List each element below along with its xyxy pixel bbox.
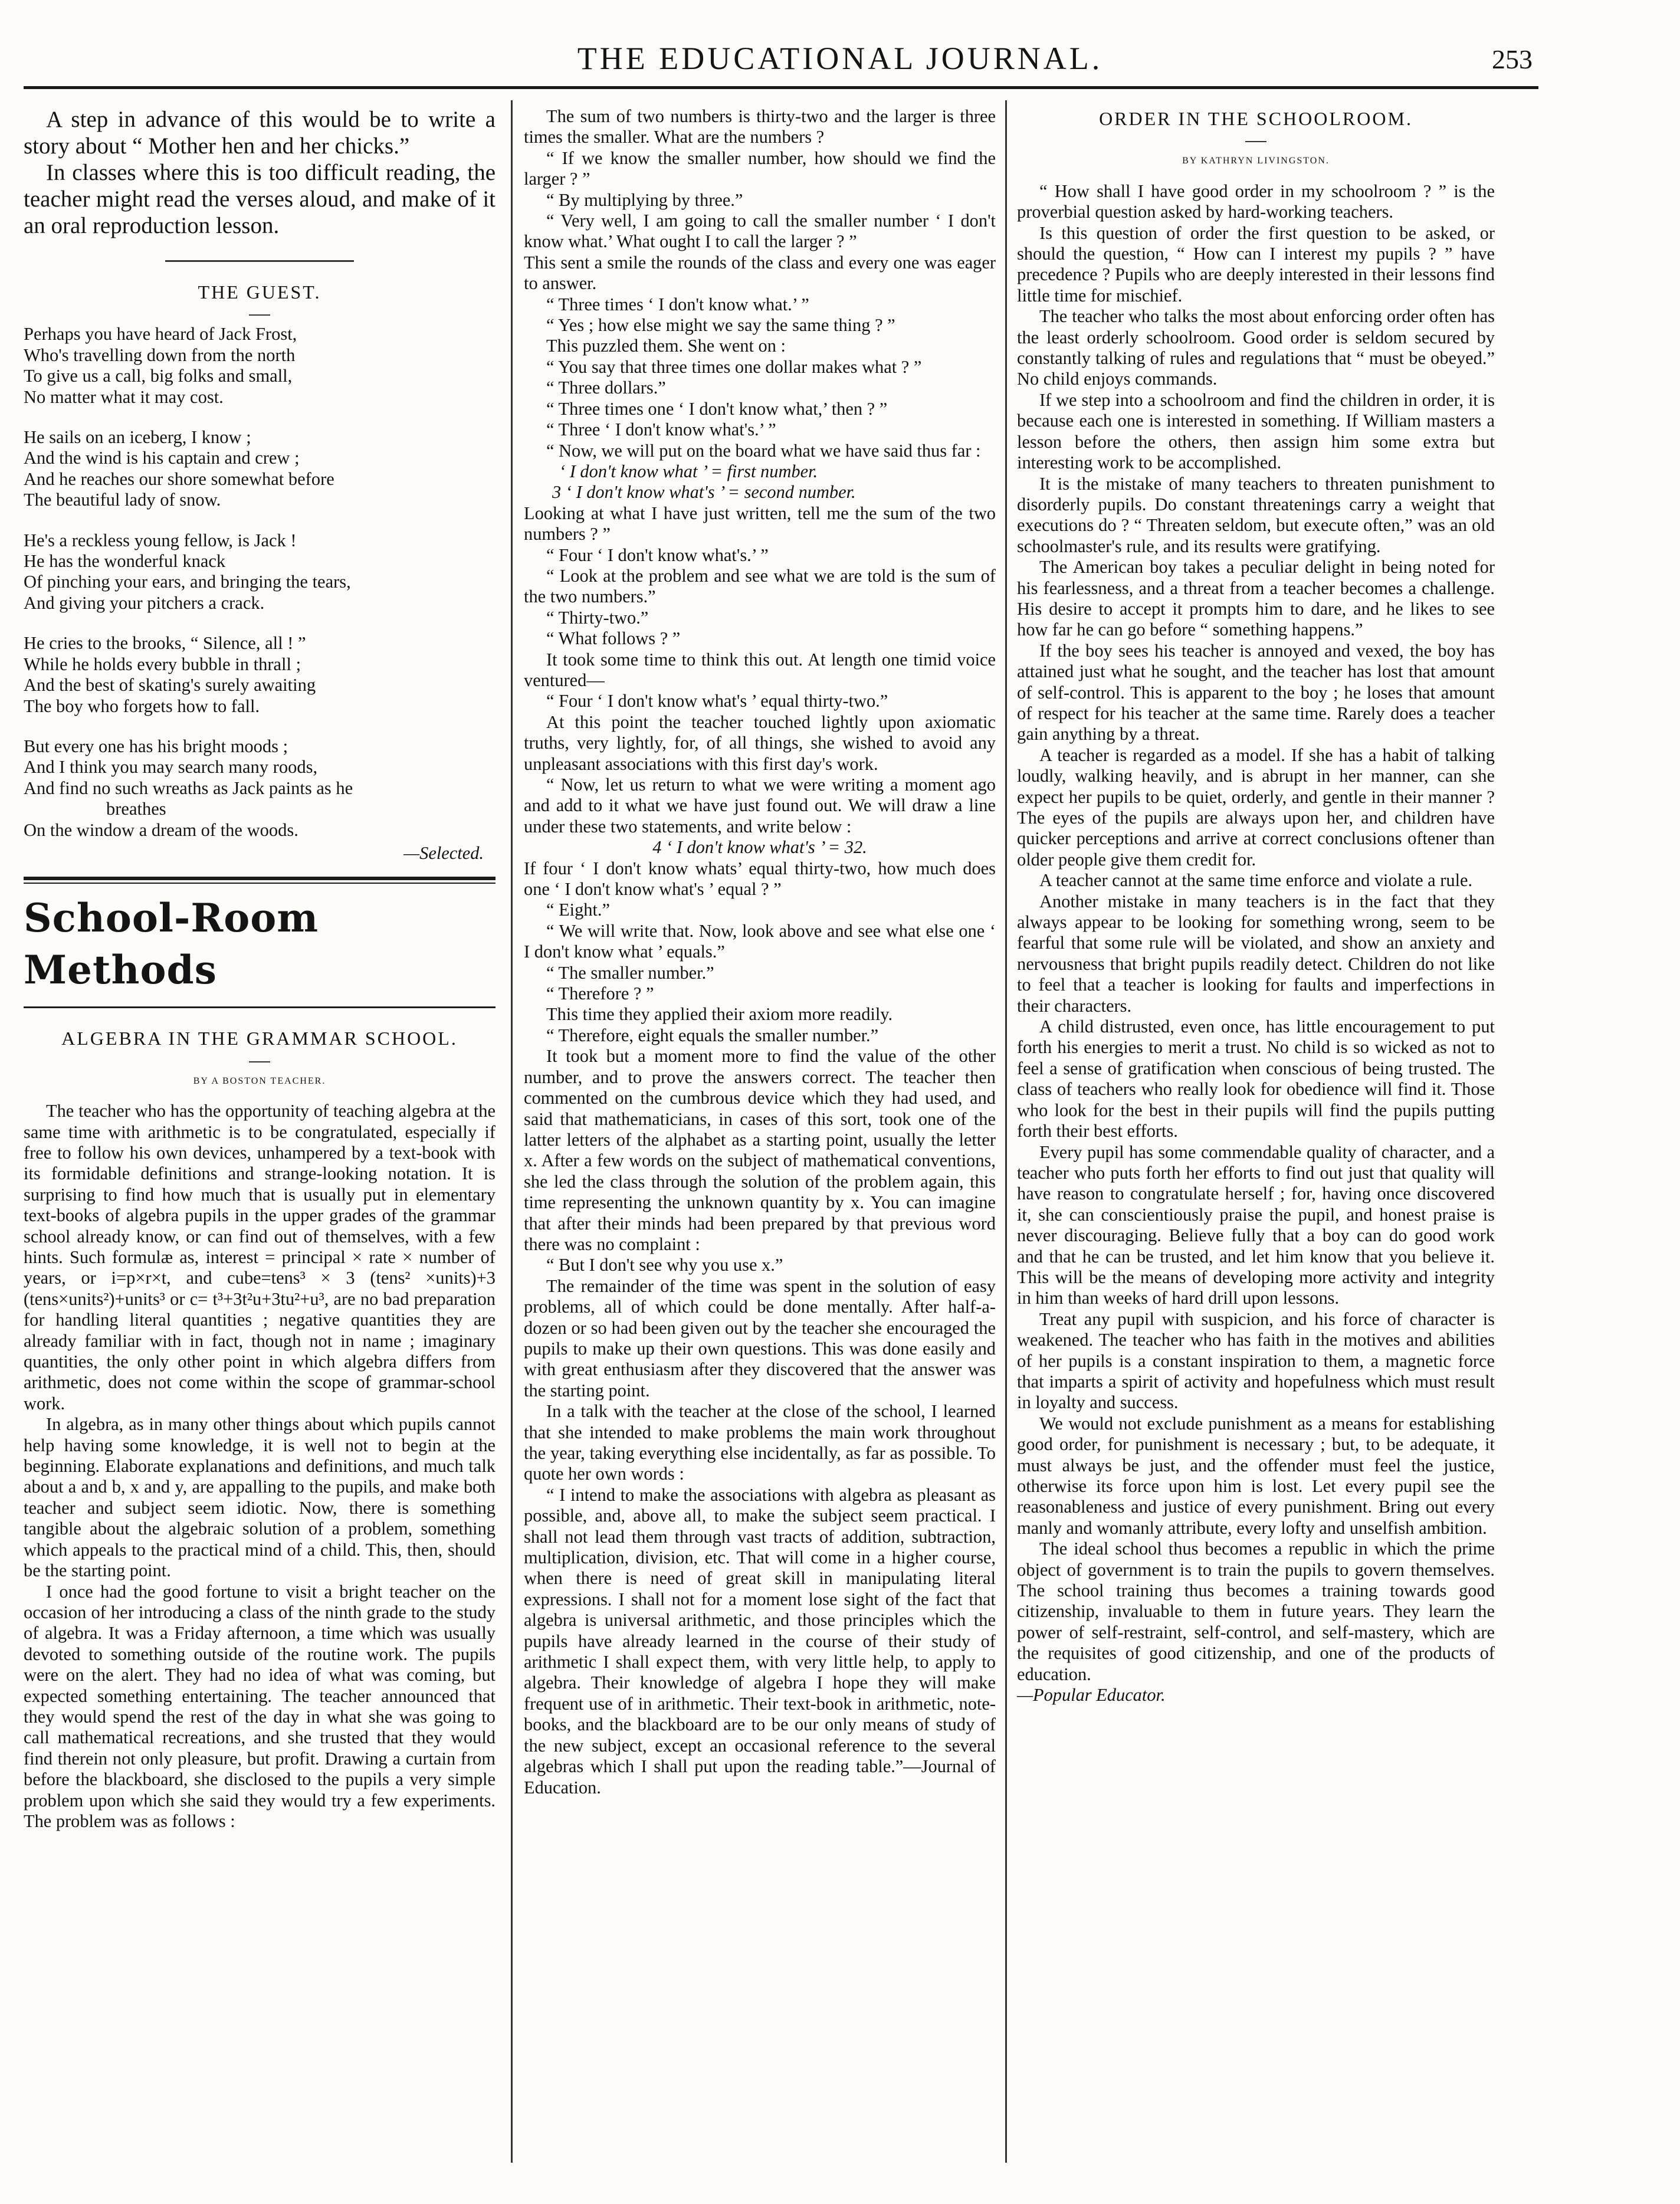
column-divider <box>1005 100 1007 2163</box>
article-paragraph: “ Now, let us return to what we were writing a moment ago and add to it what we have just found out. We will draw a line under these two statements, and write below : <box>524 775 996 837</box>
article-paragraph: This sent a smile the rounds of the class and every one was eager to answer. <box>524 252 996 294</box>
article-paragraph: Treat any pupil with suspicion, and his force of character is weakened. The teacher who has faith in the motives and abilities of her pupils is a constant inspiration to them, a magnetic force that imparts a spirit of activity and hopefulness which must result in loyalty and success. <box>1017 1308 1495 1413</box>
article-paragraph: “ The smaller number.” <box>546 962 714 983</box>
article-attribution: —Popular Educator. <box>1017 1685 1166 1706</box>
poem-stanza <box>24 530 496 614</box>
article-paragraph: “ If we know the smaller number, how should we find the larger ? ” <box>524 147 996 189</box>
poem-line: While he holds every bubble in thrall ; <box>24 654 301 674</box>
journal-title: THE EDUCATIONAL JOURNAL. <box>577 41 1103 76</box>
poem-stanza <box>24 736 496 841</box>
article-paragraph: The remainder of the time was spent in the solution of easy problems, all of which could be done mentally. After half-a-dozen or so had been given out by the teacher she encouraged the pupils to make up their own questions. This was done easily and with great enthusiasm after they discovered that the answer was the starting point. <box>524 1275 996 1401</box>
poem-line: And giving your pitchers a crack. <box>24 592 265 613</box>
heading-rule <box>24 883 496 884</box>
article-paragraph: “ Three ‘ I don't know what's.’ ” <box>546 419 776 440</box>
column-divider <box>511 100 513 2163</box>
poem-line: Perhaps you have heard of Jack Frost, <box>24 324 297 345</box>
article-paragraph: This time they applied their axiom more readily. <box>546 1004 893 1025</box>
poem-line: And the wind is his captain and crew ; <box>24 448 300 468</box>
formula-line: 4 ‘ I don't know what's ’ = 32. <box>652 837 867 858</box>
article-paragraph: In a talk with the teacher at the close of the school, I learned that she intended to make problems the main work throughout the year, taking everything else incidentally, as far as possible. To quote her own words : <box>524 1401 996 1484</box>
poem-line: And I think you may search many roods, <box>24 757 318 778</box>
article-paragraph: “ Therefore ? ” <box>546 983 654 1004</box>
article-paragraph: “ Eight.” <box>546 900 611 920</box>
article-paragraph: It took but a moment more to find the value of the other number, and to prove the answers correct. The teacher then commented on the cumbrous device which they had used, and said that mathematicians, in cases of this sort, took one of the latter letters of the alphabet as a starting point, usually the letter x. After a few words on the subject of mathematical conventions, she led the class through the solution of the problem again, this time representing the unknown quantity by x. You can imagine that after their minds had been prepared by that previous word there was no complaint : <box>524 1046 996 1254</box>
article-paragraph: Another mistake in many teachers is in the fact that they always appear to be looking for something wrong, seem to be fearful that some rule will be violated, and show an anxiety and nervousness that bright pupils readily detect. Children do not like to feel that a teacher is looking for faults and imperfections in their characters. <box>1017 891 1495 1016</box>
title-dash <box>24 304 496 316</box>
article-paragraph: This puzzled them. She went on : <box>546 336 786 356</box>
article-paragraph: A child distrusted, even once, has little encouragement to put forth his energies to merit a trust. No child is so wicked as not to feel a sense of gratification when conscious of being trusted. The class of teachers who really look for obedience will find it. Those who look for the best in their pupils will find the pupils putting forth their best efforts. <box>1017 1016 1495 1142</box>
article-paragraph: “ Very well, I am going to call the smaller number ‘ I don't know what.’ What ought I to call the larger ? ” <box>524 211 996 252</box>
column-2 <box>524 106 996 2192</box>
poem-line: The boy who forgets how to fall. <box>24 696 260 716</box>
poem-line: breathes <box>106 799 166 819</box>
poem-attribution: —Selected. <box>403 842 484 863</box>
poem-line: On the window a dream of the woods. <box>24 819 298 840</box>
article-paragraph: If four ‘ I don't know whats’ equal thirty-two, how much does one ‘ I don't know what's ’ equal ? ” <box>524 858 996 900</box>
formula-line: ‘ I don't know what ’ = first number. <box>559 461 818 481</box>
article-paragraph: The ideal school thus becomes a republic in which the prime object of government is to train the pupils to govern themselves. The school training thus becomes a training towards good citizenship, invaluable to them in future years. They learn the power of self-restraint, self-control, and self-mastery, which are the requisites of good citizenship, and one of the products of education. <box>1017 1539 1495 1684</box>
article-title: ALGEBRA IN THE GRAMMAR SCHOOL. <box>61 1028 458 1049</box>
header-rule <box>24 86 1538 89</box>
page-header <box>0 35 1680 83</box>
article-paragraph: “ You say that three times one dollar makes what ? ” <box>546 356 922 377</box>
article-paragraph: “ I intend to make the associations with algebra as pleasant as possible, and, above all, to make the subject seem practical. I shall not lead them through vast tracts of addition, subtraction, multiplication, division, etc. That will come in a higher course, when there is need of great skill in manipulating literal expressions. I shall not for a moment lose sight of the fact that algebra is universal arithmetic, and those principles which the pupils have already learned in the course of their study of arithmetic I shall expect them, with very little help, to apply to algebra. Their knowledge of algebra I hope they will make frequent use of in arithmetic. Their text-book in arithmetic, note-books, and the blackboard are to be our only means of study of the new subject, except an occasional reference to the several algebras which I shall put upon the reading table.”—Journal of Education. <box>524 1484 996 1798</box>
intro-paragraph: A step in advance of this would be to write a story about “ Mother hen and her chicks.” <box>24 107 496 159</box>
article-paragraph: “ We will write that. Now, look above and see what else one ‘ I don't know what ’ equals.” <box>524 920 996 962</box>
poem-line: Of pinching your ears, and bringing the tears, <box>24 572 351 592</box>
article-paragraph: “ Thirty-two.” <box>546 607 649 628</box>
column-3 <box>1017 106 1495 2192</box>
page-number: 253 <box>1492 44 1533 74</box>
article-paragraph: I once had the good fortune to visit a bright teacher on the occasion of her introducing a class of the ninth grade to the study of algebra. It was a Friday afternoon, a time which was usually devoted to something outside of the routine work. The pupils were on the alert. They had no idea of what was coming, but expected something entertaining. The teacher announced that they would spend the rest of the day in what she was going to call mathematical recreations, and she trusted that they would find therein not only pleasure, but profit. Drawing a curtain from before the blackboard, she disclosed to the pupils a very simple problem upon which she said they would try a few experiments. The problem was as follows : <box>24 1581 496 1831</box>
article-paragraph: The American boy takes a peculiar delight in being noted for his fearlessness, and a threat from a teacher becomes a challenge. His desire to accept it prompts him to dare, and he likes to see how far he can go before “ something happens.” <box>1017 557 1495 640</box>
poem-line: To give us a call, big folks and small, <box>24 366 293 386</box>
poem-line: Who's travelling down from the north <box>24 345 296 365</box>
article-paragraph: In algebra, as in many other things about which pupils cannot help having some knowledge, it is well not to begin at the beginning. Elaborate explanations and definitions, and much talk about a and b, x and y, are appalling to the pupils, and make both teacher and subject seem idiotic. Now, there is something tangible about the algebraic solution of a problem, something which appeals to the practical mind of a child. This, then, should be the starting point. <box>24 1414 496 1581</box>
article-byline: BY A BOSTON TEACHER. <box>193 1075 326 1086</box>
article-paragraph: A teacher is regarded as a model. If she has a habit of talking loudly, walking heavily, and is abrupt in her manner, can she expect her pupils to be quiet, orderly, and gentle in their manner ? The eyes of the pupils are always upon her, and children have quicker perceptions and arrive at correct conclusions oftener than older people give them credit for. <box>1017 744 1495 870</box>
article-paragraph: “ Yes ; how else might we say the same thing ? ” <box>546 315 895 336</box>
poem-stanza <box>24 324 496 408</box>
poem-line: And the best of skating's surely awaiting <box>24 675 316 696</box>
article-paragraph: “ How shall I have good order in my schoolroom ? ” is the proverbial question asked by hard-working teachers. <box>1017 181 1495 222</box>
poem-line: He cries to the brooks, “ Silence, all ! ” <box>24 633 306 654</box>
column-1 <box>24 106 496 2192</box>
title-dash <box>24 1051 496 1062</box>
article-paragraph: “ But I don't see why you use x.” <box>546 1255 783 1275</box>
article-paragraph: The teacher who has the opportunity of teaching algebra at the same time with arithmetic is to be congratulated, especially if free to follow his own devices, unhampered by a text-book with its formidable definitions and strange-looking notation. It is surprising to find how much that is usually put in elementary text-books of algebra pupils in the upper grades of the grammar school already know, or can find out of themselves, with a few hints. Such formulæ as, interest = principal × rate × number of years, or i=p×r×t, and cube=tens³ × 3 (tens² ×units)+3 (tens×units²)+units³ or c= t³+3t²u+3tu²+u³, are no bad preparation for handling literal quantities ; negative quantities they are already familiar with in fact, though not in name ; imaginary quantities, the only other point in which algebra differs from arithmetic, does not come within the scope of grammar-school work. <box>24 1101 496 1413</box>
article-paragraph: We would not exclude punishment as a means for establishing good order, for punishment is necessary ; but, to be adequate, it must always be just, and the offender must feel the justice, otherwise its force upon him is lost. Let every pupil see the reasonableness and justice of every punishment. Bring out every manly and womanly attribute, every lofty and unselfish ambition. <box>1017 1413 1495 1538</box>
article-paragraph: “ By multiplying by three.” <box>546 189 743 210</box>
article-paragraph: If we step into a schoolroom and find the children in order, it is because each one is interested in something. If William masters a lesson before the others, then assign him some extra but interesting work to be accomplished. <box>1017 389 1495 473</box>
article-paragraph: Is this question of order the first question to be asked, or should the question, “ How can I interest my pupils ? ” have precedence ? Pupils who are deeply interested in their lessons find little time for mischief. <box>1017 222 1495 306</box>
poem-line: He's a reckless young fellow, is Jack ! <box>24 530 297 550</box>
article-paragraph: At this point the teacher touched lightly upon axiomatic truths, very lightly, for, of all things, she wished to avoid any unpleasant associations with this first day's work. <box>524 711 996 774</box>
section-divider <box>165 260 354 262</box>
article-paragraph: “ Three times one ‘ I don't know what,’ then ? ” <box>546 398 888 419</box>
title-dash <box>1017 130 1495 142</box>
article-paragraph: “ Therefore, eight equals the smaller number.” <box>546 1025 879 1045</box>
formula-line: 3 ‘ I don't know what's ’ = second number. <box>552 482 856 503</box>
article-paragraph: A teacher cannot at the same time enforce and violate a rule. <box>1039 870 1473 891</box>
article-paragraph: “ Now, we will put on the board what we have said thus far : <box>546 440 981 461</box>
article-paragraph: Looking at what I have just written, tell me the sum of the two numbers ? ” <box>524 503 996 545</box>
article-byline: BY KATHRYN LIVINGSTON. <box>1182 156 1330 166</box>
article-paragraph: “ Three dollars.” <box>546 378 666 398</box>
poem-line: The beautiful lady of snow. <box>24 490 221 510</box>
article-paragraph: It is the mistake of many teachers to threaten punishment to disorderly pupils. Do constant threatenings carry a weight that executions do ? “ Threaten seldom, but execute often,” was an old schoolmaster's rule, and its results were gratifying. <box>1017 473 1495 556</box>
poem-line: He sails on an iceberg, I know ; <box>24 427 251 448</box>
poem-stanza <box>24 427 496 511</box>
article-paragraph: “ Four ‘ I don't know what's ’ equal thirty-two.” <box>546 691 888 711</box>
article-paragraph: It took some time to think this out. At length one timid voice ventured— <box>524 649 996 690</box>
article-paragraph: Every pupil has some commendable quality of character, and a teacher who puts forth her efforts to find out just that quality will have reason to congratulate herself ; for, having once discovered it, she can conscientiously praise the pupil, and honest praise is never discouraging. Believe fully that a boy can do good work and that he can be trusted, and let him know that you believe it. This will be the means of developing more activity and integrity in him than weeks of hard drill upon lessons. <box>1017 1142 1495 1308</box>
article-paragraph: The sum of two numbers is thirty-two and the larger is three times the smaller. What are the numbers ? <box>524 106 996 147</box>
article-paragraph: “ Four ‘ I don't know what's.’ ” <box>546 545 769 565</box>
article-title: ORDER IN THE SCHOOLROOM. <box>1099 108 1413 129</box>
poem-line: No matter what it may cost. <box>24 386 224 407</box>
article-paragraph: If the boy sees his teacher is annoyed and vexed, the boy has attained just what he sought, and the teacher has lost that amount of self-control. This is apparent to the boy ; he loses that amount of respect for his teacher at the same time. Rarely does a teacher gain anything by a threat. <box>1017 640 1495 744</box>
section-heading: School-Room Methods <box>24 895 319 993</box>
poem-line: He has the wonderful knack <box>24 551 226 572</box>
poem-title: THE GUEST. <box>198 281 321 303</box>
article-paragraph: The teacher who talks the most about enforcing order often has the least orderly schoolroom. Good order is seldom secured by constantly talking of rules and regulations that “ must be obeyed.” No child enjoys commands. <box>1017 306 1495 389</box>
article-paragraph: “ What follows ? ” <box>546 628 681 649</box>
poem-stanza <box>24 633 496 717</box>
article-paragraph: “ Three times ‘ I don't know what.’ ” <box>546 294 809 314</box>
article-paragraph: “ Look at the problem and see what we are told is the sum of the two numbers.” <box>524 565 996 607</box>
poem-line: But every one has his bright moods ; <box>24 736 288 756</box>
intro-paragraph: In classes where this is too difficult reading, the teacher might read the verses aloud, and make of it an oral reproduction lesson. <box>24 160 496 238</box>
poem-line: And find no such wreaths as Jack paints as he <box>24 778 353 798</box>
poem <box>24 282 496 864</box>
heading-rule <box>24 877 496 880</box>
poem-line: And he reaches our shore somewhat before <box>24 468 334 489</box>
heading-rule <box>24 1006 496 1008</box>
